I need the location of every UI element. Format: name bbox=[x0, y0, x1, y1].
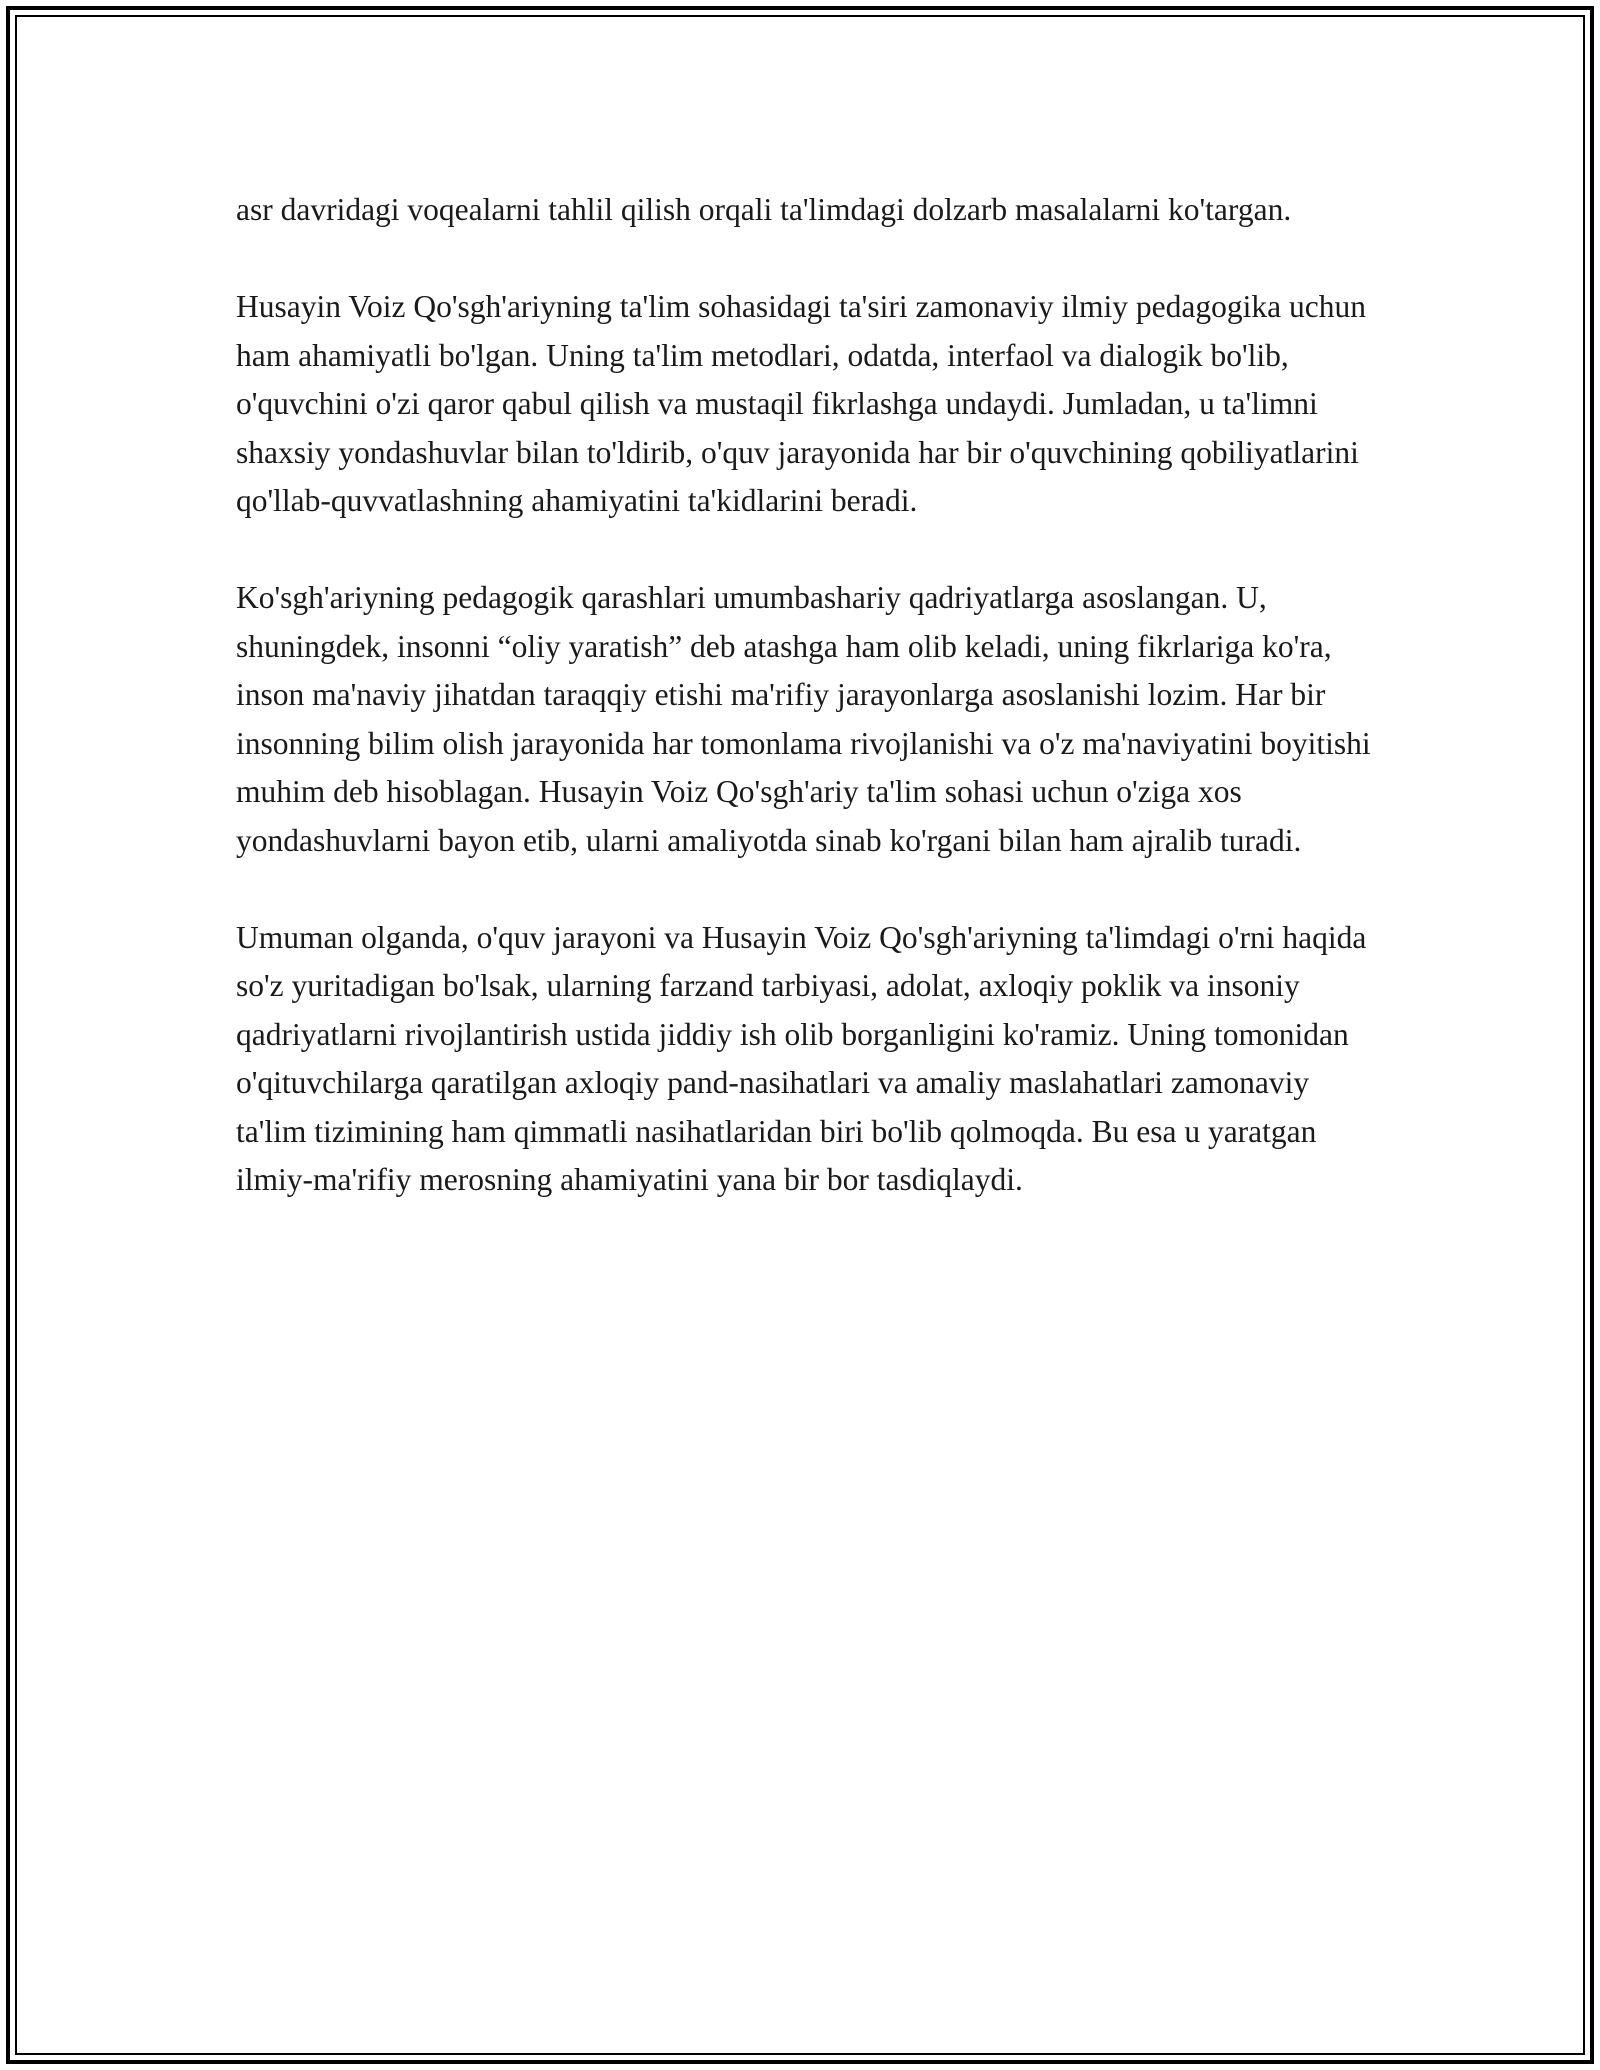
paragraph-2: Husayin Voiz Qo'sgh'ariyning ta'lim sohasidagi ta'siri zamonaviy ilmiy pedagogika uchun ham ahamiyatli bo'lgan. Uning ta'lim metodlari, odatda, interfaol va dialogik bo'lib, o'quvchini o'zi qaror qabul qilish va mustaqil fikrlashga undaydi. Jumladan, u ta'limni shaxsiy yondashuvlar bilan to'ldirib, o'quv jarayonida har bir o'quvchining qobiliyatlarini qo'llab-quvvatlashning ahamiyatini ta'kidlarini beradi. bbox=[236, 289, 1366, 518]
document-body bbox=[236, 186, 1376, 1205]
paragraph-3: Ko'sgh'ariyning pedagogik qarashlari umumbashariy qadriyatlarga asoslangan. U, shuningdek, insonni “oliy yaratish” deb atashga ham olib keladi, uning fikrlariga ko'ra, inson ma'naviy jihatdan taraqqiy etishi ma'rifiy jarayonlarga asoslanishi lozim. Har bir insonning bilim olish jarayonida har tomonlama rivojlanishi va o'z ma'naviyatini boyitishi muhim deb hisoblagan. Husayin Voiz Qo'sgh'ariy ta'lim sohasi uchun o'ziga xos yondashuvlarni bayon etib, ularni amaliyotda sinab ko'rgani bilan ham ajralib turadi. bbox=[236, 580, 1371, 858]
paragraph-4: Umuman olganda, o'quv jarayoni va Husayin Voiz Qo'sgh'ariyning ta'limdagi o'rni haqida so'z yuritadigan bo'lsak, ularning farzand tarbiyasi, adolat, axloqiy poklik va insoniy qadriyatlarni rivojlantirish ustida jiddiy ish olib borganligini ko'ramiz. Uning tomonidan o'qituvchilarga qaratilgan axloqiy pand-nasihatlari va amaliy maslahatlari zamonaviy ta'lim tizimining ham qimmatli nasihatlaridan biri bo'lib qolmoqda. Bu esa u yaratgan ilmiy-ma'rifiy merosning ahamiyatini yana bir bor tasdiqlaydi. bbox=[236, 919, 1367, 1197]
paragraph-1: asr davridagi voqealarni tahlil qilish orqali ta'limdagi dolzarb masalalarni ko'targan. bbox=[236, 192, 1292, 227]
